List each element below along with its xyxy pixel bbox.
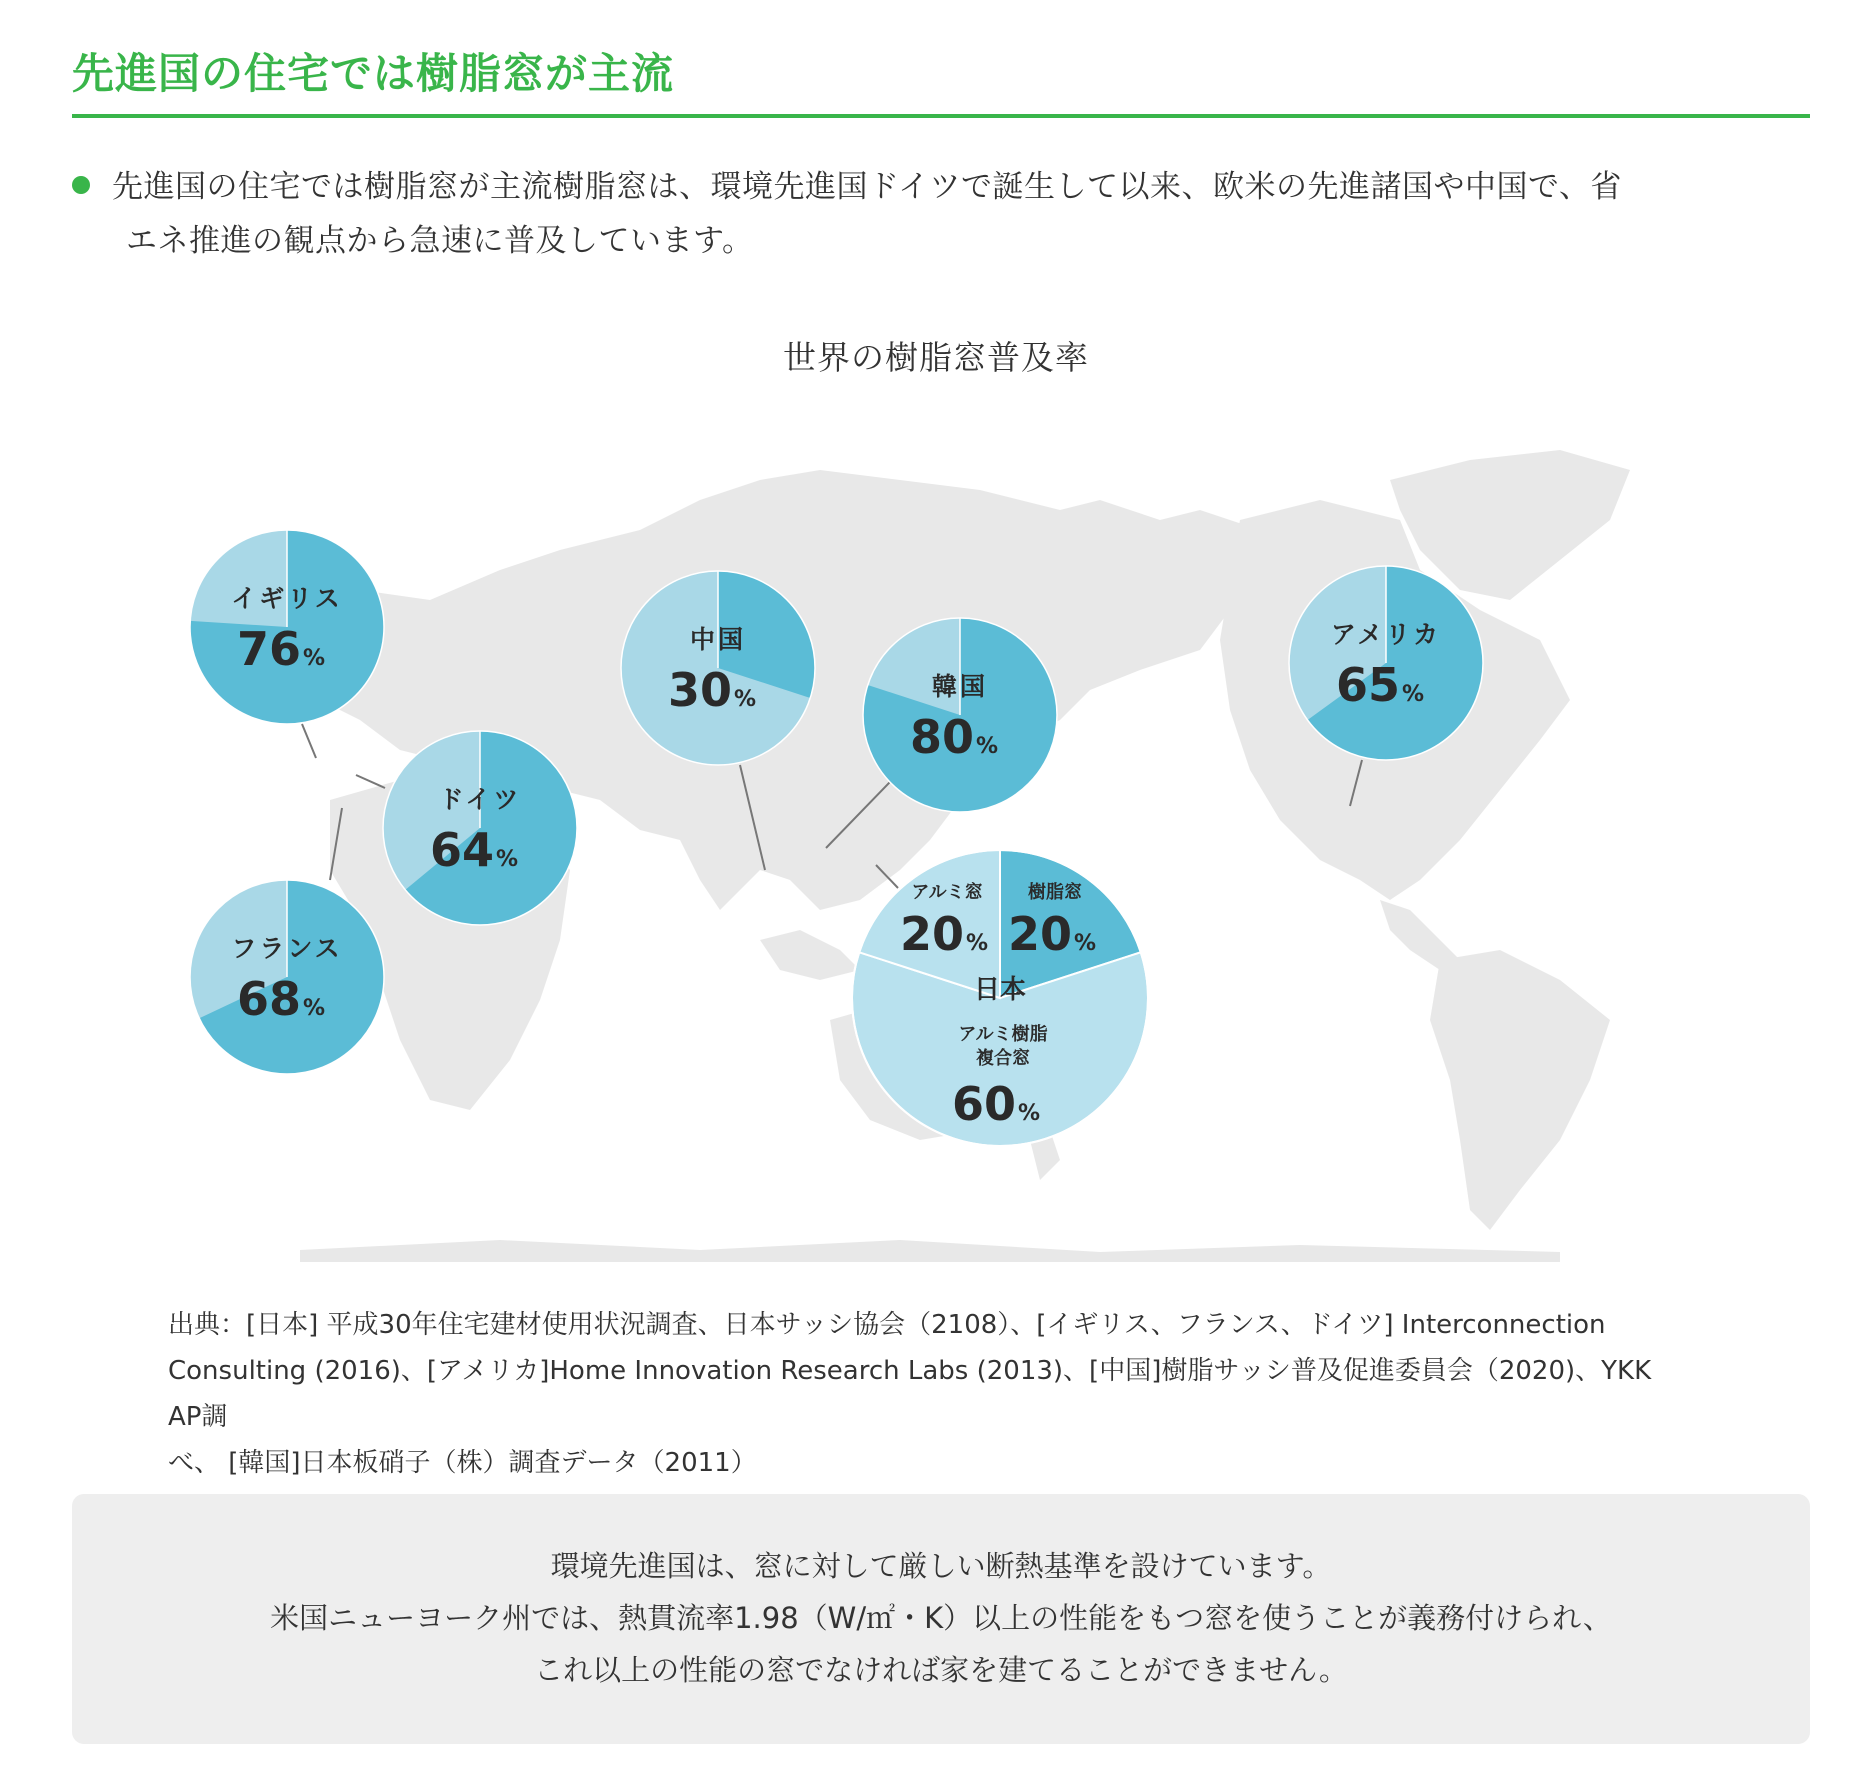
pie-2-value: 68% (236, 972, 326, 1026)
page-heading: 先進国の住宅では樹脂窓が主流 (72, 49, 675, 98)
pie-japan-value-1: 60% (951, 1077, 1041, 1131)
heading-underline (72, 114, 1810, 118)
pie-4-name: 韓国 (931, 672, 989, 701)
lead-line-2: エネ推進の観点から急速に普及しています。 (126, 223, 754, 259)
bullet-dot (72, 176, 90, 194)
lead-paragraph (112, 160, 1792, 268)
pie-japan-label-0: 樹脂窓 (1028, 882, 1082, 903)
pie-japan-value-2: 20% (899, 907, 989, 961)
pie-japan-label-2: アルミ窓 (911, 882, 983, 903)
pie-2-name: フランス (231, 934, 343, 963)
notice-line-1: 環境先進国は、窓に対して厳しい断熱基準を設けています。 (550, 1549, 1332, 1583)
map-south-america (1430, 950, 1610, 1230)
pie-5-name: アメリカ (1330, 620, 1442, 649)
source-line-3: べ、 [韓国]日本板硝子（株）調査データ（2011） (168, 1448, 757, 1478)
source-citation (168, 1302, 1688, 1486)
pie-0 (190, 530, 384, 724)
pie-1 (383, 731, 577, 925)
lead-line-1: 先進国の住宅では樹脂窓が主流樹脂窓は、環境先進国ドイツで誕生して以来、欧米の先進諸国や中国で、省 (112, 169, 1622, 205)
map-sea-islands (760, 930, 860, 980)
pie-4 (863, 618, 1057, 812)
map-antarctica (300, 1240, 1560, 1262)
world-map-chart (0, 440, 1872, 1280)
source-line-2: Consulting (2016)、[アメリカ]Home Innovation Research Labs (2013)、[中国]樹脂サッシ普及促進委員会（2020)、YKK AP調 (168, 1356, 1652, 1432)
pie-0-name: イギリス (231, 584, 343, 613)
pie-japan (852, 850, 1148, 1146)
chart-title: 世界の樹脂窓普及率 (783, 338, 1089, 377)
pie-japan-name: 日本 (973, 975, 1027, 1005)
pie-2 (190, 880, 384, 1074)
pie-4-value: 80% (909, 710, 999, 764)
pie-japan-label-1a: アルミ樹脂 (958, 1024, 1048, 1045)
pie-japan-value-0: 20% (1007, 907, 1097, 961)
pie-3-name: 中国 (689, 625, 747, 654)
notice-line-3: これ以上の性能の窓でなければ家を建てることができません。 (534, 1653, 1348, 1687)
pie-1-name: ドイツ (438, 785, 522, 814)
notice-line-2: 米国ニューヨーク州では、熱貫流率1.98（W/㎡・K）以上の性能をもつ窓を使うことが義務付けられ、 (270, 1601, 1612, 1635)
pie-5-value: 65% (1335, 658, 1425, 712)
notice-box (72, 1494, 1810, 1744)
pie-5 (1289, 566, 1483, 760)
source-line-1: 出典：[日本] 平成30年住宅建材使用状況調査、日本サッシ協会（2108）、[イギリス、フランス、ドイツ] Interconnection (168, 1310, 1606, 1340)
leader-line-1 (356, 775, 385, 788)
pie-3 (621, 571, 815, 765)
pie-0-value: 76% (236, 622, 326, 676)
pie-1-value: 64% (429, 823, 519, 877)
pie-3-value: 30% (667, 663, 757, 717)
pie-japan-label-1b: 複合窓 (976, 1048, 1030, 1069)
leader-line-0 (302, 724, 316, 758)
